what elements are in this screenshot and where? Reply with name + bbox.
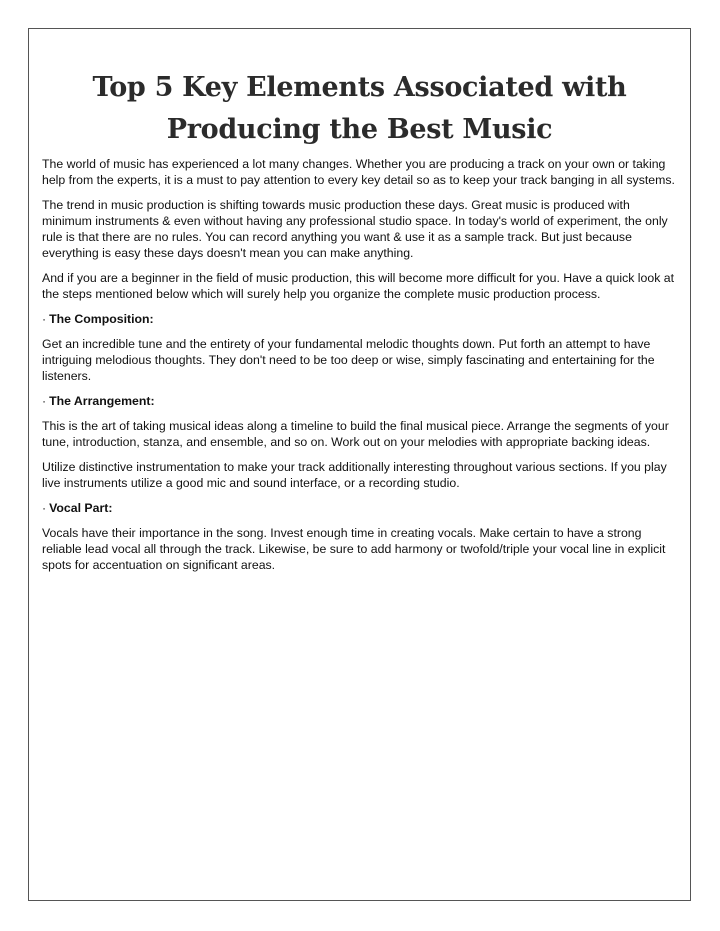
title-line-1: Top 5 Key Elements Associated with	[92, 72, 627, 103]
section-heading-text: The Composition:	[49, 312, 154, 326]
section-paragraph: Utilize distinctive instrumentation to make your track additionally interesting throughout various sections. If you play live instruments utilize a good mic and sound interface, or a recording studio.	[42, 460, 667, 490]
section-heading-composition	[42, 311, 682, 327]
intro-paragraph: And if you are a beginner in the field of music production, this will become more difficult for you. Have a quick look at the steps mentioned below which will surely help you organize the complete music production process.	[42, 271, 675, 301]
intro-paragraph: The trend in music production is shifting towards music production these days. Great music is produced with minimum instruments & even without having any professional studio space. In today's world of experiment, the only rule is that there are no rules. You can record anything you want & use it as a sample track. But just because everything is easy these days doesn't mean you can make anything.	[42, 198, 668, 260]
intro-paragraph: The world of music has experienced a lot many changes. Whether you are producing a track on your own or taking help from the experts, it is a must to pay attention to every key detail so as to keep your track banging in all systems.	[42, 157, 675, 187]
bullet-marker: ·	[42, 394, 47, 408]
title-line-2: Producing the Best Music	[166, 114, 553, 145]
section-heading-text: The Arrangement:	[49, 394, 155, 408]
document-title	[28, 67, 691, 151]
section-heading-arrangement	[42, 393, 682, 409]
bullet-marker: ·	[42, 501, 47, 515]
section-paragraph: This is the art of taking musical ideas along a timeline to build the final musical piece. Arrange the segments of your tune, introduction, stanza, and ensemble, and so on. Work out on your melodies with appropriate backing ideas.	[42, 419, 669, 449]
bullet-marker: ·	[42, 312, 47, 326]
section-heading-vocal-part	[42, 500, 682, 516]
section-heading-text: Vocal Part:	[49, 501, 113, 515]
section-paragraph: Get an incredible tune and the entirety of your fundamental melodic thoughts down. Put forth an attempt to have intriguing melodious thoughts. They don't need to be too deep or wise, simply fascinating and entertaining for the listeners.	[42, 337, 655, 383]
section-paragraph: Vocals have their importance in the song. Invest enough time in creating vocals. Make certain to have a strong reliable lead vocal all through the track. Likewise, be sure to add harmony or twofold/triple your vocal line in explicit spots for accentuation on significant areas.	[42, 526, 666, 572]
document-body	[42, 156, 682, 582]
